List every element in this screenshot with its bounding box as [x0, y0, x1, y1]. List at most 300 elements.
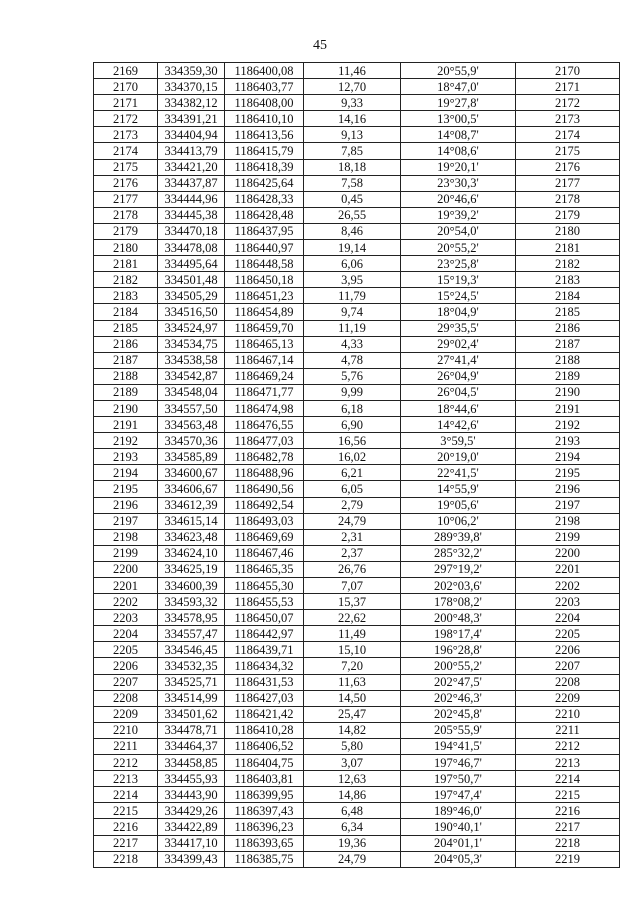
x-coordinate-cell: 334417,10 [158, 835, 225, 851]
distance-cell: 6,18 [304, 400, 401, 416]
y-coordinate-cell: 1186393,65 [225, 835, 304, 851]
next-point-cell: 2171 [516, 79, 620, 95]
point-number-cell: 2208 [94, 690, 158, 706]
table-row [94, 417, 620, 433]
table-row [94, 690, 620, 706]
bearing-cell: 20°54,0' [401, 223, 516, 239]
y-coordinate-cell: 1186476,55 [225, 417, 304, 433]
x-coordinate-cell: 334495,64 [158, 256, 225, 272]
table-row [94, 191, 620, 207]
table-row [94, 304, 620, 320]
table-row [94, 368, 620, 384]
y-coordinate-cell: 1186400,08 [225, 63, 304, 79]
y-coordinate-cell: 1186410,10 [225, 111, 304, 127]
point-number-cell: 2209 [94, 706, 158, 722]
y-coordinate-cell: 1186493,03 [225, 513, 304, 529]
x-coordinate-cell: 334615,14 [158, 513, 225, 529]
table-row [94, 63, 620, 79]
distance-cell: 15,10 [304, 642, 401, 658]
table-row [94, 79, 620, 95]
next-point-cell: 2190 [516, 384, 620, 400]
distance-cell: 2,31 [304, 529, 401, 545]
next-point-cell: 2180 [516, 223, 620, 239]
point-number-cell: 2187 [94, 352, 158, 368]
next-point-cell: 2197 [516, 497, 620, 513]
table-row [94, 288, 620, 304]
bearing-cell: 13°00,5' [401, 111, 516, 127]
x-coordinate-cell: 334470,18 [158, 223, 225, 239]
bearing-cell: 285°32,2' [401, 545, 516, 561]
bearing-cell: 197°46,7' [401, 755, 516, 771]
next-point-cell: 2203 [516, 594, 620, 610]
table-row [94, 207, 620, 223]
x-coordinate-cell: 334382,12 [158, 95, 225, 111]
x-coordinate-cell: 334444,96 [158, 191, 225, 207]
y-coordinate-cell: 1186465,13 [225, 336, 304, 352]
table-row [94, 465, 620, 481]
next-point-cell: 2213 [516, 755, 620, 771]
y-coordinate-cell: 1186428,33 [225, 191, 304, 207]
table-row [94, 738, 620, 754]
point-number-cell: 2194 [94, 465, 158, 481]
bearing-cell: 23°30,3' [401, 175, 516, 191]
distance-cell: 0,45 [304, 191, 401, 207]
y-coordinate-cell: 1186467,14 [225, 352, 304, 368]
next-point-cell: 2183 [516, 272, 620, 288]
x-coordinate-cell: 334557,47 [158, 626, 225, 642]
x-coordinate-cell: 334516,50 [158, 304, 225, 320]
next-point-cell: 2207 [516, 658, 620, 674]
distance-cell: 5,76 [304, 368, 401, 384]
y-coordinate-cell: 1186404,75 [225, 755, 304, 771]
table-row [94, 561, 620, 577]
x-coordinate-cell: 334478,08 [158, 240, 225, 256]
table-row [94, 272, 620, 288]
y-coordinate-cell: 1186437,95 [225, 223, 304, 239]
next-point-cell: 2208 [516, 674, 620, 690]
next-point-cell: 2172 [516, 95, 620, 111]
table-row [94, 755, 620, 771]
bearing-cell: 194°41,5' [401, 738, 516, 754]
point-number-cell: 2188 [94, 368, 158, 384]
table-row [94, 706, 620, 722]
next-point-cell: 2187 [516, 336, 620, 352]
bearing-cell: 19°27,8' [401, 95, 516, 111]
distance-cell: 12,63 [304, 771, 401, 787]
table-row [94, 497, 620, 513]
table-row [94, 384, 620, 400]
x-coordinate-cell: 334585,89 [158, 449, 225, 465]
bearing-cell: 202°03,6' [401, 578, 516, 594]
x-coordinate-cell: 334422,89 [158, 819, 225, 835]
point-number-cell: 2217 [94, 835, 158, 851]
y-coordinate-cell: 1186455,30 [225, 578, 304, 594]
next-point-cell: 2201 [516, 561, 620, 577]
table-row [94, 175, 620, 191]
next-point-cell: 2192 [516, 417, 620, 433]
next-point-cell: 2215 [516, 787, 620, 803]
y-coordinate-cell: 1186413,56 [225, 127, 304, 143]
bearing-cell: 22°41,5' [401, 465, 516, 481]
point-number-cell: 2183 [94, 288, 158, 304]
point-number-cell: 2203 [94, 610, 158, 626]
point-number-cell: 2218 [94, 851, 158, 867]
y-coordinate-cell: 1186408,00 [225, 95, 304, 111]
point-number-cell: 2193 [94, 449, 158, 465]
next-point-cell: 2196 [516, 481, 620, 497]
y-coordinate-cell: 1186455,53 [225, 594, 304, 610]
x-coordinate-cell: 334455,93 [158, 771, 225, 787]
bearing-cell: 19°05,6' [401, 497, 516, 513]
distance-cell: 6,06 [304, 256, 401, 272]
bearing-cell: 197°47,4' [401, 787, 516, 803]
bearing-cell: 198°17,4' [401, 626, 516, 642]
table-row [94, 578, 620, 594]
y-coordinate-cell: 1186490,56 [225, 481, 304, 497]
distance-cell: 2,79 [304, 497, 401, 513]
point-number-cell: 2210 [94, 722, 158, 738]
next-point-cell: 2212 [516, 738, 620, 754]
x-coordinate-cell: 334623,48 [158, 529, 225, 545]
x-coordinate-cell: 334538,58 [158, 352, 225, 368]
x-coordinate-cell: 334437,87 [158, 175, 225, 191]
coordinates-table [93, 62, 620, 868]
bearing-cell: 23°25,8' [401, 256, 516, 272]
distance-cell: 11,63 [304, 674, 401, 690]
point-number-cell: 2212 [94, 755, 158, 771]
point-number-cell: 2215 [94, 803, 158, 819]
y-coordinate-cell: 1186471,77 [225, 384, 304, 400]
table-row [94, 545, 620, 561]
bearing-cell: 202°47,5' [401, 674, 516, 690]
bearing-cell: 205°55,9' [401, 722, 516, 738]
table-row [94, 787, 620, 803]
x-coordinate-cell: 334505,29 [158, 288, 225, 304]
y-coordinate-cell: 1186439,71 [225, 642, 304, 658]
bearing-cell: 26°04,5' [401, 384, 516, 400]
x-coordinate-cell: 334625,19 [158, 561, 225, 577]
point-number-cell: 2191 [94, 417, 158, 433]
distance-cell: 9,74 [304, 304, 401, 320]
point-number-cell: 2199 [94, 545, 158, 561]
y-coordinate-cell: 1186415,79 [225, 143, 304, 159]
point-number-cell: 2171 [94, 95, 158, 111]
next-point-cell: 2185 [516, 304, 620, 320]
distance-cell: 9,33 [304, 95, 401, 111]
point-number-cell: 2205 [94, 642, 158, 658]
x-coordinate-cell: 334557,50 [158, 400, 225, 416]
point-number-cell: 2196 [94, 497, 158, 513]
coordinates-table-body [94, 63, 620, 868]
bearing-cell: 15°24,5' [401, 288, 516, 304]
x-coordinate-cell: 334443,90 [158, 787, 225, 803]
distance-cell: 26,55 [304, 207, 401, 223]
table-row [94, 111, 620, 127]
x-coordinate-cell: 334593,32 [158, 594, 225, 610]
next-point-cell: 2176 [516, 159, 620, 175]
y-coordinate-cell: 1186492,54 [225, 497, 304, 513]
y-coordinate-cell: 1186399,95 [225, 787, 304, 803]
y-coordinate-cell: 1186469,69 [225, 529, 304, 545]
point-number-cell: 2185 [94, 320, 158, 336]
x-coordinate-cell: 334478,71 [158, 722, 225, 738]
x-coordinate-cell: 334563,48 [158, 417, 225, 433]
distance-cell: 8,46 [304, 223, 401, 239]
table-row [94, 240, 620, 256]
distance-cell: 11,46 [304, 63, 401, 79]
bearing-cell: 14°42,6' [401, 417, 516, 433]
point-number-cell: 2180 [94, 240, 158, 256]
bearing-cell: 18°47,0' [401, 79, 516, 95]
next-point-cell: 2177 [516, 175, 620, 191]
y-coordinate-cell: 1186448,58 [225, 256, 304, 272]
table-row [94, 400, 620, 416]
point-number-cell: 2202 [94, 594, 158, 610]
next-point-cell: 2170 [516, 63, 620, 79]
y-coordinate-cell: 1186427,03 [225, 690, 304, 706]
point-number-cell: 2190 [94, 400, 158, 416]
x-coordinate-cell: 334404,94 [158, 127, 225, 143]
point-number-cell: 2214 [94, 787, 158, 803]
distance-cell: 9,13 [304, 127, 401, 143]
y-coordinate-cell: 1186418,39 [225, 159, 304, 175]
x-coordinate-cell: 334464,37 [158, 738, 225, 754]
distance-cell: 7,85 [304, 143, 401, 159]
bearing-cell: 190°40,1' [401, 819, 516, 835]
point-number-cell: 2173 [94, 127, 158, 143]
distance-cell: 6,05 [304, 481, 401, 497]
y-coordinate-cell: 1186403,77 [225, 79, 304, 95]
point-number-cell: 2195 [94, 481, 158, 497]
bearing-cell: 29°02,4' [401, 336, 516, 352]
next-point-cell: 2219 [516, 851, 620, 867]
y-coordinate-cell: 1186440,97 [225, 240, 304, 256]
bearing-cell: 297°19,2' [401, 561, 516, 577]
point-number-cell: 2172 [94, 111, 158, 127]
next-point-cell: 2198 [516, 513, 620, 529]
x-coordinate-cell: 334501,62 [158, 706, 225, 722]
distance-cell: 7,07 [304, 578, 401, 594]
next-point-cell: 2205 [516, 626, 620, 642]
y-coordinate-cell: 1186474,98 [225, 400, 304, 416]
y-coordinate-cell: 1186434,32 [225, 658, 304, 674]
table-row [94, 320, 620, 336]
distance-cell: 4,78 [304, 352, 401, 368]
table-row [94, 803, 620, 819]
y-coordinate-cell: 1186482,78 [225, 449, 304, 465]
page-number: 45 [313, 38, 327, 53]
x-coordinate-cell: 334445,38 [158, 207, 225, 223]
bearing-cell: 19°20,1' [401, 159, 516, 175]
next-point-cell: 2174 [516, 127, 620, 143]
point-number-cell: 2192 [94, 433, 158, 449]
point-number-cell: 2198 [94, 529, 158, 545]
distance-cell: 5,80 [304, 738, 401, 754]
bearing-cell: 202°45,8' [401, 706, 516, 722]
table-row [94, 159, 620, 175]
next-point-cell: 2217 [516, 819, 620, 835]
point-number-cell: 2211 [94, 738, 158, 754]
y-coordinate-cell: 1186488,96 [225, 465, 304, 481]
y-coordinate-cell: 1186425,64 [225, 175, 304, 191]
distance-cell: 6,90 [304, 417, 401, 433]
bearing-cell: 20°46,6' [401, 191, 516, 207]
y-coordinate-cell: 1186442,97 [225, 626, 304, 642]
distance-cell: 6,21 [304, 465, 401, 481]
distance-cell: 14,50 [304, 690, 401, 706]
x-coordinate-cell: 334501,48 [158, 272, 225, 288]
y-coordinate-cell: 1186451,23 [225, 288, 304, 304]
bearing-cell: 178°08,2' [401, 594, 516, 610]
x-coordinate-cell: 334391,21 [158, 111, 225, 127]
distance-cell: 22,62 [304, 610, 401, 626]
table-row [94, 481, 620, 497]
x-coordinate-cell: 334578,95 [158, 610, 225, 626]
table-row [94, 352, 620, 368]
bearing-cell: 204°05,3' [401, 851, 516, 867]
distance-cell: 25,47 [304, 706, 401, 722]
distance-cell: 24,79 [304, 851, 401, 867]
next-point-cell: 2209 [516, 690, 620, 706]
table-row [94, 771, 620, 787]
x-coordinate-cell: 334421,20 [158, 159, 225, 175]
table-row [94, 433, 620, 449]
distance-cell: 14,82 [304, 722, 401, 738]
distance-cell: 4,33 [304, 336, 401, 352]
x-coordinate-cell: 334458,85 [158, 755, 225, 771]
next-point-cell: 2188 [516, 352, 620, 368]
table-row [94, 529, 620, 545]
bearing-cell: 26°04,9' [401, 368, 516, 384]
distance-cell: 19,14 [304, 240, 401, 256]
next-point-cell: 2200 [516, 545, 620, 561]
distance-cell: 7,58 [304, 175, 401, 191]
next-point-cell: 2211 [516, 722, 620, 738]
distance-cell: 6,48 [304, 803, 401, 819]
y-coordinate-cell: 1186421,42 [225, 706, 304, 722]
distance-cell: 16,56 [304, 433, 401, 449]
next-point-cell: 2206 [516, 642, 620, 658]
distance-cell: 11,49 [304, 626, 401, 642]
table-row [94, 610, 620, 626]
point-number-cell: 2169 [94, 63, 158, 79]
bearing-cell: 196°28,8' [401, 642, 516, 658]
next-point-cell: 2184 [516, 288, 620, 304]
bearing-cell: 14°08,6' [401, 143, 516, 159]
x-coordinate-cell: 334624,10 [158, 545, 225, 561]
distance-cell: 18,18 [304, 159, 401, 175]
next-point-cell: 2181 [516, 240, 620, 256]
x-coordinate-cell: 334546,45 [158, 642, 225, 658]
point-number-cell: 2184 [94, 304, 158, 320]
bearing-cell: 14°08,7' [401, 127, 516, 143]
bearing-cell: 10°06,2' [401, 513, 516, 529]
bearing-cell: 29°35,5' [401, 320, 516, 336]
distance-cell: 11,79 [304, 288, 401, 304]
bearing-cell: 3°59,5' [401, 433, 516, 449]
next-point-cell: 2189 [516, 368, 620, 384]
point-number-cell: 2179 [94, 223, 158, 239]
y-coordinate-cell: 1186397,43 [225, 803, 304, 819]
x-coordinate-cell: 334570,36 [158, 433, 225, 449]
distance-cell: 12,70 [304, 79, 401, 95]
table-row [94, 594, 620, 610]
next-point-cell: 2194 [516, 449, 620, 465]
table-row [94, 127, 620, 143]
bearing-cell: 200°55,2' [401, 658, 516, 674]
next-point-cell: 2210 [516, 706, 620, 722]
y-coordinate-cell: 1186459,70 [225, 320, 304, 336]
distance-cell: 14,16 [304, 111, 401, 127]
table-row [94, 626, 620, 642]
distance-cell: 6,34 [304, 819, 401, 835]
bearing-cell: 289°39,8' [401, 529, 516, 545]
point-number-cell: 2197 [94, 513, 158, 529]
bearing-cell: 27°41,4' [401, 352, 516, 368]
table-row [94, 642, 620, 658]
y-coordinate-cell: 1186385,75 [225, 851, 304, 867]
distance-cell: 26,76 [304, 561, 401, 577]
distance-cell: 3,95 [304, 272, 401, 288]
x-coordinate-cell: 334612,39 [158, 497, 225, 513]
table-row [94, 722, 620, 738]
y-coordinate-cell: 1186431,53 [225, 674, 304, 690]
bearing-cell: 204°01,1' [401, 835, 516, 851]
table-row [94, 658, 620, 674]
next-point-cell: 2173 [516, 111, 620, 127]
point-number-cell: 2204 [94, 626, 158, 642]
y-coordinate-cell: 1186428,48 [225, 207, 304, 223]
table-row [94, 835, 620, 851]
distance-cell: 19,36 [304, 835, 401, 851]
next-point-cell: 2178 [516, 191, 620, 207]
x-coordinate-cell: 334413,79 [158, 143, 225, 159]
x-coordinate-cell: 334600,39 [158, 578, 225, 594]
y-coordinate-cell: 1186465,35 [225, 561, 304, 577]
x-coordinate-cell: 334600,67 [158, 465, 225, 481]
next-point-cell: 2175 [516, 143, 620, 159]
table-row [94, 223, 620, 239]
point-number-cell: 2176 [94, 175, 158, 191]
y-coordinate-cell: 1186467,46 [225, 545, 304, 561]
point-number-cell: 2182 [94, 272, 158, 288]
bearing-cell: 189°46,0' [401, 803, 516, 819]
y-coordinate-cell: 1186454,89 [225, 304, 304, 320]
distance-cell: 15,37 [304, 594, 401, 610]
bearing-cell: 18°44,6' [401, 400, 516, 416]
x-coordinate-cell: 334548,04 [158, 384, 225, 400]
bearing-cell: 202°46,3' [401, 690, 516, 706]
point-number-cell: 2189 [94, 384, 158, 400]
x-coordinate-cell: 334534,75 [158, 336, 225, 352]
x-coordinate-cell: 334514,99 [158, 690, 225, 706]
next-point-cell: 2193 [516, 433, 620, 449]
point-number-cell: 2178 [94, 207, 158, 223]
bearing-cell: 200°48,3' [401, 610, 516, 626]
x-coordinate-cell: 334525,71 [158, 674, 225, 690]
next-point-cell: 2191 [516, 400, 620, 416]
table-row [94, 674, 620, 690]
next-point-cell: 2216 [516, 803, 620, 819]
next-point-cell: 2182 [516, 256, 620, 272]
distance-cell: 7,20 [304, 658, 401, 674]
bearing-cell: 18°04,9' [401, 304, 516, 320]
next-point-cell: 2214 [516, 771, 620, 787]
point-number-cell: 2186 [94, 336, 158, 352]
next-point-cell: 2179 [516, 207, 620, 223]
point-number-cell: 2170 [94, 79, 158, 95]
x-coordinate-cell: 334429,26 [158, 803, 225, 819]
